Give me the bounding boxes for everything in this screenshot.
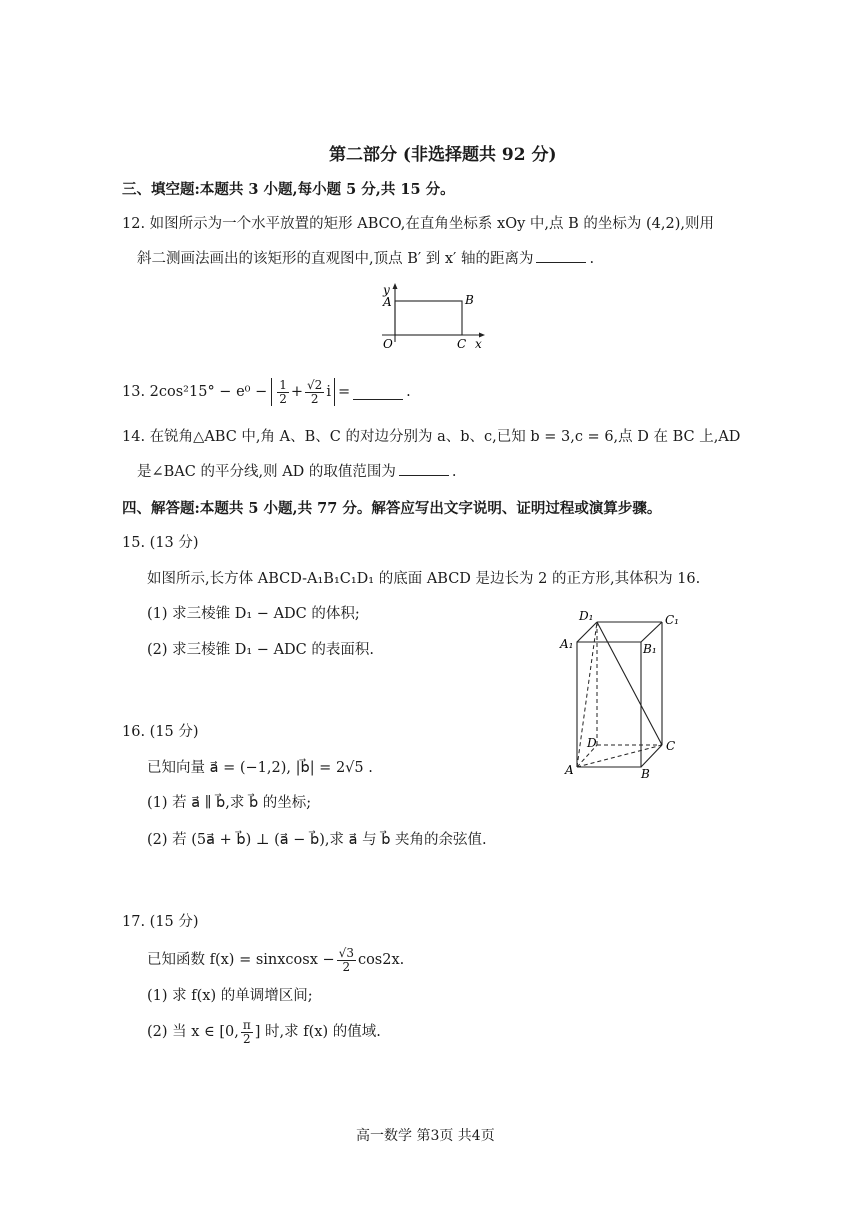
q14-line2	[137, 461, 457, 482]
label-c: C	[457, 337, 467, 351]
q15-head: 15. (13 分)	[122, 535, 199, 551]
label-o: O	[383, 337, 393, 351]
page-footer: 高一数学 第3页 共4页	[356, 1128, 495, 1144]
label-c1: C₁	[665, 613, 679, 627]
q17-stem-pre: 已知函数 f(x) = sinxcosx −	[147, 952, 335, 968]
q13-line	[122, 376, 411, 408]
q17-stem	[147, 944, 404, 976]
edge-d1-c	[597, 622, 662, 745]
q16-part2: (2) 若 (5a⃗ + b⃗) ⊥ (a⃗ − b⃗),求 a⃗ 与 b⃗ 夹角的余弦值.	[147, 832, 487, 848]
label-b1: B₁	[643, 642, 657, 656]
edge-a1-d1	[577, 622, 597, 642]
q15-part1: (1) 求三棱锥 D₁ − ADC 的体积;	[147, 606, 360, 622]
rectangle-abco	[395, 301, 462, 335]
q15-stem: 如图所示,长方体 ABCD-A₁B₁C₁D₁ 的底面 ABCD 是边长为 2 的正方形,其体积为 16.	[147, 571, 701, 587]
q13-plus: +	[290, 384, 304, 400]
label-x: x	[475, 337, 482, 351]
edge-b1-c1	[641, 622, 662, 642]
q16-stem: 已知向量 a⃗ = (−1,2), |b⃗| = 2√5 .	[147, 760, 373, 776]
label-a1: A₁	[560, 637, 574, 651]
q13-i: i	[326, 384, 331, 400]
q17-part2-frac: $\frac{\pi}{2}$	[242, 1017, 251, 1046]
answer-blank	[399, 461, 449, 476]
label-b: B	[641, 767, 650, 781]
q17-part2-pre: (2) 当 x ∈ [0,	[147, 1024, 239, 1040]
label-a: A	[383, 295, 392, 309]
label-d1: D₁	[579, 609, 594, 623]
label-c: C	[666, 739, 676, 753]
q13-eq: =	[337, 384, 351, 400]
q17-head: 17. (15 分)	[122, 914, 199, 930]
section-3-heading: 三、填空题:本题共 3 小题,每小题 5 分,共 15 分。	[122, 181, 455, 198]
answer-blank	[536, 248, 586, 263]
q16-part1: (1) 若 a⃗ ∥ b⃗,求 b⃗ 的坐标;	[147, 795, 312, 811]
q16-head: 16. (15 分)	[122, 724, 199, 740]
q12-rectangle-figure	[372, 280, 492, 355]
q17-stem-frac: $\frac{√3}{2}$	[338, 945, 354, 974]
q13-frac2: $\frac{√2}{2}$	[307, 377, 323, 406]
q17-part1: (1) 求 f(x) 的单调增区间;	[147, 988, 313, 1004]
edge-b-c	[641, 745, 662, 767]
q14-line1: 14. 在锐角△ABC 中,角 A、B、C 的对边分别为 a、b、c,已知 b = 3,c = 6,点 D 在 BC 上,AD	[122, 429, 741, 445]
part-title: 第二部分 (非选择题共 92 分)	[329, 145, 557, 165]
section-4-heading: 四、解答题:本题共 5 小题,共 77 分。解答应写出文字说明、证明过程或演算步骤。	[122, 500, 662, 517]
q17-part2	[147, 1016, 381, 1048]
answer-blank	[353, 385, 403, 400]
y-axis-arrow	[393, 283, 398, 289]
label-a: A	[565, 763, 574, 777]
q13-prefix: 13. 2cos²15° − e⁰ −	[122, 384, 268, 400]
q13-absolute-value	[271, 378, 335, 406]
q17-part2-post: ] 时,求 f(x) 的值域.	[254, 1024, 381, 1040]
q12-end: .	[589, 251, 595, 267]
q17-stem-post: cos2x.	[357, 952, 405, 968]
q12-line1: 12. 如图所示为一个水平放置的矩形 ABCO,在直角坐标系 xOy 中,点 B 的坐标为 (4,2),则用	[122, 216, 714, 232]
q15-cuboid-figure	[555, 602, 690, 782]
label-y: y	[383, 283, 390, 297]
label-b: B	[465, 293, 474, 307]
q15-part2: (2) 求三棱锥 D₁ − ADC 的表面积.	[147, 642, 374, 658]
q12-line2	[137, 248, 594, 269]
label-d: D	[587, 736, 597, 750]
q14-line2-text: 是∠BAC 的平分线,则 AD 的取值范围为	[137, 464, 396, 480]
q13-end: .	[406, 384, 411, 400]
q12-line2-text: 斜二测画法画出的该矩形的直观图中,顶点 B′ 到 x′ 轴的距离为	[137, 251, 534, 267]
q14-end: .	[451, 464, 457, 480]
q13-frac1: $\frac{1}{2}$	[279, 377, 287, 406]
